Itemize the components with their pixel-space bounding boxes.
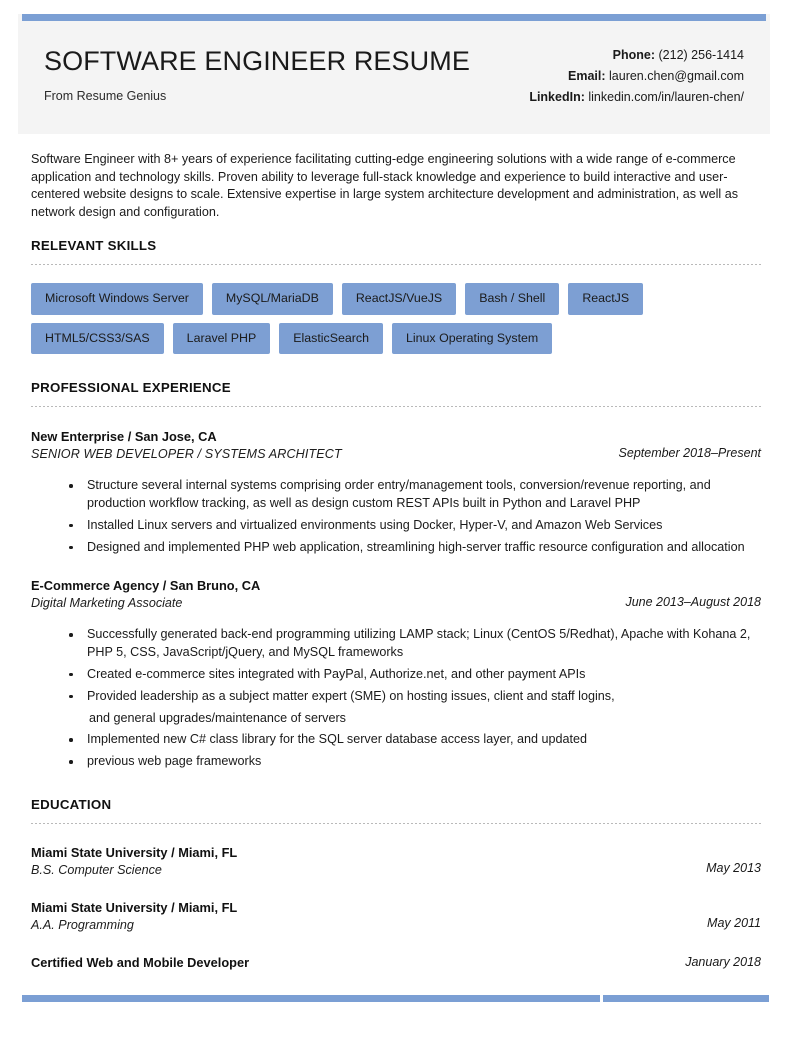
education-entry	[31, 955, 761, 971]
education-degree: A.A. Programming	[31, 917, 134, 932]
education-entry	[31, 845, 761, 879]
experience-entry	[31, 429, 761, 556]
experience-bullet-list	[31, 477, 761, 556]
skill-tag: MySQL/MariaDB	[212, 283, 333, 314]
education-school: Miami State University / Miami, FL	[31, 844, 238, 860]
section-heading-experience: PROFESSIONAL EXPERIENCE	[31, 380, 231, 396]
contact-linkedin-label: LinkedIn:	[529, 90, 585, 104]
experience-role: SENIOR WEB DEVELOPER / SYSTEMS ARCHITECT	[31, 447, 342, 462]
experience-bullet: Created e-commerce sites integrated with PayPal, Authorize.net, and other payment APIs	[69, 666, 761, 684]
experience-entry	[31, 578, 761, 771]
section-divider-experience	[31, 406, 761, 407]
skills-list	[31, 283, 761, 354]
resume-header	[18, 14, 770, 134]
skill-tag: ReactJS	[568, 283, 643, 314]
experience-bullet: Implemented new C# class library for the SQL server database access layer, and updated	[69, 731, 761, 749]
education-certification: Certified Web and Mobile Developer	[31, 954, 250, 970]
section-divider-skills	[31, 264, 761, 265]
skill-tag: Laravel PHP	[173, 323, 271, 354]
experience-employer: E-Commerce Agency / San Bruno, CA	[31, 578, 261, 594]
education-date: May 2011	[707, 915, 761, 930]
skill-tag: ReactJS/VueJS	[342, 283, 456, 314]
education-degree: B.S. Computer Science	[31, 862, 162, 877]
skill-tag: Linux Operating System	[392, 323, 552, 354]
contact-email-value[interactable]: lauren.chen@gmail.com	[609, 69, 744, 83]
skill-tag: HTML5/CSS3/SAS	[31, 323, 164, 354]
experience-bullet-continuation: and general upgrades/maintenance of servers	[89, 710, 346, 725]
contact-phone-value[interactable]: (212) 256-1414	[658, 48, 744, 62]
contact-linkedin-value[interactable]: linkedin.com/in/lauren-chen/	[588, 90, 744, 104]
resume-content	[0, 151, 791, 971]
experience-bullet: Designed and implemented PHP web application, streamlining high-server traffic resource configuration and allocation	[69, 539, 761, 557]
skill-tag: Bash / Shell	[465, 283, 559, 314]
experience-bullet: Structure several internal systems comprising order entry/management tools, conversion/revenue reporting, and production workflow tracking, as well as design custom REST APIs built in Python and Laravel PHP	[69, 477, 761, 513]
contact-phone	[529, 45, 744, 66]
contact-block	[529, 43, 744, 108]
contact-linkedin	[529, 87, 744, 108]
skill-tag: Microsoft Windows Server	[31, 283, 203, 314]
experience-dates: June 2013–August 2018	[625, 595, 761, 610]
skill-tag: ElasticSearch	[279, 323, 383, 354]
contact-phone-label: Phone:	[612, 48, 656, 62]
page-title: SOFTWARE ENGINEER RESUME	[44, 46, 470, 76]
footer-accent-bars	[22, 995, 769, 1002]
section-heading-education: EDUCATION	[31, 796, 112, 812]
experience-bullet: Provided leadership as a subject matter expert (SME) on hosting issues, client and staff logins,	[69, 688, 761, 706]
footer-accent-bar-right	[603, 995, 769, 1002]
section-divider-education	[31, 823, 761, 824]
experience-bullet: previous web page frameworks	[69, 753, 761, 771]
education-school: Miami State University / Miami, FL	[31, 899, 238, 915]
experience-bullet-list	[31, 626, 761, 771]
contact-email	[529, 66, 744, 87]
footer-accent-bar-left	[22, 995, 600, 1002]
education-date: May 2013	[706, 860, 761, 875]
experience-employer: New Enterprise / San Jose, CA	[31, 429, 217, 445]
education-entry	[31, 900, 761, 934]
resume-page	[0, 14, 791, 1038]
experience-bullet: Installed Linux servers and virtualized environments using Docker, Hyper-V, and Amazon Web Services	[69, 517, 761, 535]
education-date: January 2018	[685, 954, 761, 969]
experience-bullet: Successfully generated back-end programming utilizing LAMP stack; Linux (CentOS 5/Redhat), Apache with Kohana 2, PHP 5, CSS, JavaScript/jQuery, and MySQL frameworks	[69, 626, 761, 662]
experience-dates: September 2018–Present	[618, 446, 761, 461]
header-identity	[44, 43, 529, 103]
header-accent-bar	[22, 14, 766, 21]
professional-summary: Software Engineer with 8+ years of experience facilitating cutting-edge engineering solutions with a wide range of e-commerce application and technology skills. Proven ability to leverage full-stack knowledge and experience to build interactive and user-centered website designs to scale. Extensive expertise in large system architecture development and administration, as well as network design and configuration.	[31, 152, 739, 219]
experience-role: Digital Marketing Associate	[31, 596, 183, 611]
contact-email-label: Email:	[568, 69, 606, 83]
section-heading-skills: RELEVANT SKILLS	[31, 238, 157, 254]
resume-subtitle: From Resume Genius	[44, 88, 167, 103]
